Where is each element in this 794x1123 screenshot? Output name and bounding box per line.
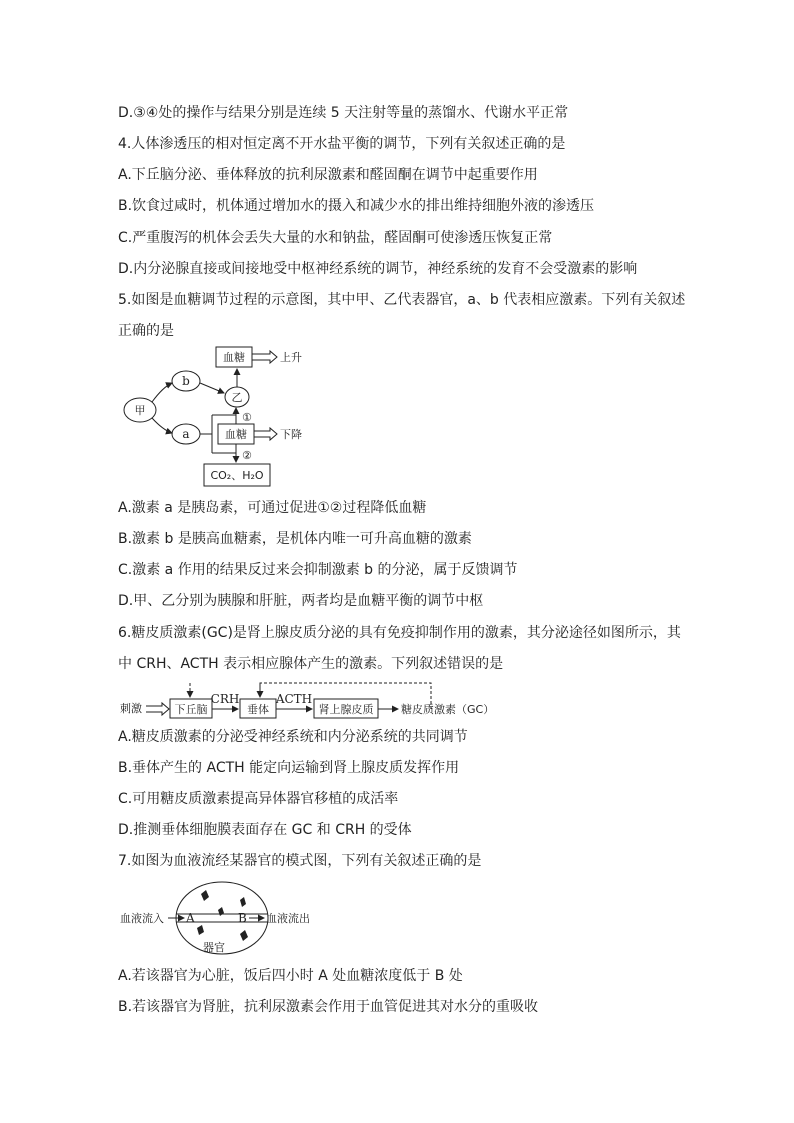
rise-hollow-arrow: [252, 351, 277, 363]
hypothalamus-box: 下丘脑: [174, 703, 208, 716]
q7-option-a: A.若该器官为心脏，饭后四小时 A 处血糖浓度低于 B 处: [118, 968, 463, 984]
q4-option-b: B.饮食过咸时，机体通过增加水的摄入和减少水的排出维持细胞外液的渗透压: [118, 198, 595, 214]
q7-option-b: B.若该器官为肾脏，抗利尿激素会作用于血管促进其对水分的重吸收: [118, 999, 539, 1015]
cell-shape: [218, 907, 224, 916]
gc-label: 糖皮质激素（GC）: [401, 703, 495, 716]
question-6-stem-line2: 中 CRH、ACTH 表示相应腺体产生的激素。下列叙述错误的是: [118, 656, 504, 672]
stimulus-label: 刺激: [120, 702, 142, 715]
fall-label: 下降: [280, 428, 302, 441]
products-box: CO₂、H₂O: [210, 469, 264, 482]
q4-option-a: A.下丘脑分泌、垂体释放的抗利尿激素和醛固酮在调节中起重要作用: [118, 167, 538, 183]
q4-option-c: C.严重腹泻的机体会丢失大量的水和钠盐，醛固酮可使渗透压恢复正常: [118, 230, 553, 246]
organ-jia-label: 甲: [134, 404, 146, 417]
q5-option-d: D.甲、乙分别为胰腺和肝脏，两者均是血糖平衡的调节中枢: [118, 593, 484, 609]
blood-in-label: 血液流入: [120, 912, 164, 925]
fall-hollow-arrow: [254, 428, 277, 440]
hormone-a-label: a: [182, 427, 190, 441]
acth-label: ACTH: [275, 692, 313, 706]
q5-option-a: A.激素 a 是胰岛素，可通过促进①②过程降低血糖: [118, 500, 427, 516]
pituitary-box: 垂体: [247, 703, 269, 716]
adrenal-cortex-box: 肾上腺皮质: [318, 703, 374, 716]
organ-yi-label: 乙: [231, 391, 243, 404]
question-5-stem-line2: 正确的是: [118, 323, 174, 339]
question-7-stem: 7.如图为血液流经某器官的模式图，下列有关叙述正确的是: [118, 853, 482, 869]
question-4-stem: 4.人体渗透压的相对恒定离不开水盐平衡的调节，下列有关叙述正确的是: [118, 136, 566, 152]
figure-blood-glucose-regulation: [118, 345, 348, 490]
figure-gc-secretion-pathway: [118, 679, 518, 721]
glucose-top-box: 血糖: [223, 351, 245, 364]
q6-option-d: D.推测垂体细胞膜表面存在 GC 和 CRH 的受体: [118, 822, 412, 838]
crh-label: CRH: [210, 692, 240, 706]
q5-option-c: C.激素 a 作用的结果反过来会抑制激素 b 的分泌，属于反馈调节: [118, 562, 518, 578]
q6-option-a: A.糖皮质激素的分泌受神经系统和内分泌系统的共同调节: [118, 729, 468, 745]
stimulus-hollow-arrow: [146, 703, 169, 715]
process-2-label: ②: [242, 449, 252, 462]
q4-option-d: D.内分泌腺直接或间接地受中枢神经系统的调节，神经系统的发育不会受激素的影响: [118, 261, 638, 277]
cell-shape: [201, 890, 209, 901]
hormone-b-label: b: [182, 374, 190, 388]
question-5-stem-line1: 5.如图是血糖调节过程的示意图，其中甲、乙代表器官，a、b 代表相应激素。下列有关叙述: [118, 292, 686, 308]
glucose-bottom-box: 血糖: [225, 428, 247, 441]
q6-option-c: C.可用糖皮质激素提高异体器官移植的成活率: [118, 791, 399, 807]
point-a-label: A: [186, 911, 195, 925]
q5-option-b: B.激素 b 是胰高血糖素，是机体内唯一可升高血糖的激素: [118, 531, 472, 547]
question-6-stem-line1: 6.糖皮质激素(GC)是肾上腺皮质分泌的具有免疫抑制作用的激素，其分泌途径如图所示，其: [118, 625, 681, 641]
organ-label: 器官: [203, 941, 225, 954]
q6-option-b: B.垂体产生的 ACTH 能定向运输到肾上腺皮质发挥作用: [118, 760, 460, 776]
figure-blood-flow-organ: [118, 878, 348, 958]
cell-shape: [197, 925, 204, 935]
rise-label: 上升: [280, 351, 302, 364]
cell-shape: [240, 930, 248, 941]
point-b-label: B: [238, 911, 247, 925]
cell-shape: [240, 897, 246, 907]
blood-out-label: 血液流出: [266, 912, 310, 925]
process-1-label: ①: [242, 411, 252, 424]
text-line-q3-option-d: D.③④处的操作与结果分别是连续 5 天注射等量的蒸馏水、代谢水平正常: [118, 105, 569, 121]
